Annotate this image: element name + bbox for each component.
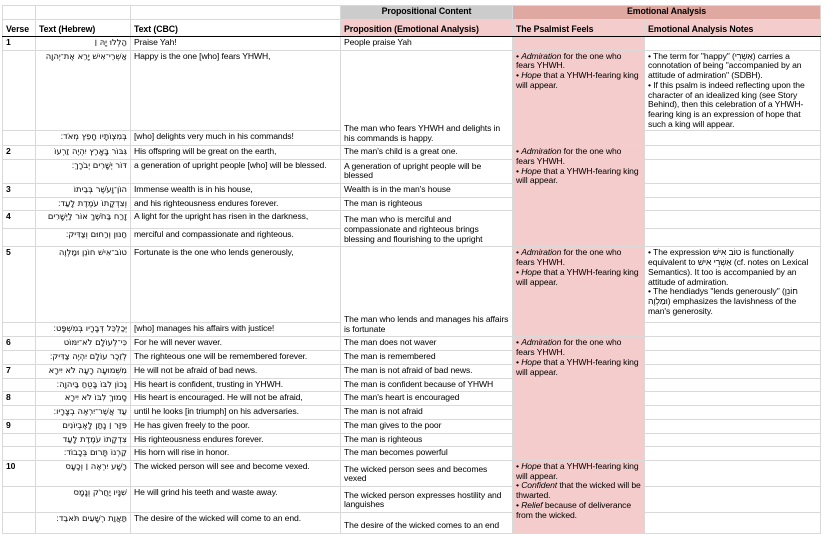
hebrew-text-cell: כִּי־לְעוֹלָם לֹא־יִמּוֹט — [36, 337, 131, 351]
table-row — [3, 50, 821, 131]
table-row — [3, 419, 821, 433]
cbc-text-cell: until he looks [in triumph] on his adversaries. — [131, 405, 341, 419]
verse-cell: 4 — [3, 211, 36, 229]
cbc-text-cell: His heart is encouraged. He will not be afraid, — [131, 392, 341, 406]
proposition-cell: The man is not afraid of bad news. — [341, 364, 513, 378]
analysis-notes-cell: • The term for "happy" (אַשְׁרֵי) carries a connotation of being "accompanied by an attitude of admiration" (SDBH). • If this psalm is indeed reflecting upon the character of an idealized king (see Story Behind), then this celebration of a YHWH-fearing king is an expression of hope that such a king will appear. — [645, 50, 821, 131]
verse-cell — [3, 405, 36, 419]
analysis-notes-cell — [645, 323, 821, 337]
verse-cell — [3, 229, 36, 247]
table-row — [3, 433, 821, 447]
table-row — [3, 211, 821, 229]
table-row — [3, 146, 821, 160]
group-header-row — [3, 6, 821, 20]
proposition-cell: The man gives to the poor — [341, 419, 513, 433]
verse-cell: 8 — [3, 392, 36, 406]
verse-cell — [3, 351, 36, 365]
proposition-cell: A generation of upright people will be blessed — [341, 160, 513, 184]
analysis-notes-cell: • The expression טוֹב אִישׁ is functionally equivalent to אַשְׁרֵי אִישׁ (cf. notes on Lexical Semantics). It too is accompanied by an attitude of admiration. • The hendiadys "lends generously" (חוֹנֵן וּמַלְוֶה) emphasizes the lavishness of the man's generosity. — [645, 247, 821, 323]
hebrew-text-cell: טוֹב־אִישׁ חוֹנֵן וּמַלְוֶה — [36, 247, 131, 323]
verse-cell — [3, 50, 36, 131]
psalmist-feels-cell: • Hope that a YHWH-fearing king will appear. • Confident that the wicked will be thwarted. • Relief because of deliverance from the wicked. — [513, 461, 645, 534]
proposition-cell: The man who is merciful and compassionate and righteous brings blessing and flourishing to the upright — [341, 211, 513, 247]
hebrew-text-cell: וְצִדְקָתוֹ עֹמֶדֶת לָעַד׃ — [36, 197, 131, 211]
table-row — [3, 364, 821, 378]
hebrew-text-cell: הַלְלוּ יָהּ ׀ — [36, 37, 131, 51]
verse-cell: 9 — [3, 419, 36, 433]
table-row — [3, 160, 821, 184]
column-header-row — [3, 20, 821, 37]
analysis-notes-cell — [645, 378, 821, 392]
table-row — [3, 392, 821, 406]
analysis-notes-cell — [645, 513, 821, 534]
table-row — [3, 378, 821, 392]
proposition-cell: Wealth is in the man's house — [341, 184, 513, 198]
cbc-text-cell: and his righteousness endures forever. — [131, 197, 341, 211]
verse-cell: 7 — [3, 364, 36, 378]
hebrew-text-cell: לְזֵכֶר עוֹלָם יִהְיֶה צַדִּיק׃ — [36, 351, 131, 365]
analysis-notes-cell — [645, 37, 821, 51]
cbc-text-cell: He will not be afraid of bad news. — [131, 364, 341, 378]
verse-cell — [3, 131, 36, 146]
cbc-text-cell: Fortunate is the one who lends generously, — [131, 247, 341, 323]
cbc-text-cell: merciful and compassionate and righteous. — [131, 229, 341, 247]
hebrew-text-cell: שִׁנָּיו יַחֲרֹק וְנָמָס — [36, 487, 131, 513]
analysis-notes-cell — [645, 131, 821, 146]
analysis-notes-cell — [645, 146, 821, 160]
hebrew-text-cell: סָמוּךְ לִבּוֹ לֹא יִירָא — [36, 392, 131, 406]
proposition-cell: The man is remembered — [341, 351, 513, 365]
cbc-text-cell: Immense wealth is in his house, — [131, 184, 341, 198]
hebrew-text-cell: בְּמִצְוֺתָיו חָפֵץ מְאֹד׃ — [36, 131, 131, 146]
table-row — [3, 184, 821, 198]
proposition-cell: The man becomes powerful — [341, 447, 513, 461]
verse-cell: 5 — [3, 247, 36, 323]
column-header-analysis-notes: Emotional Analysis Notes — [645, 20, 821, 37]
cbc-text-cell: a generation of upright people [who] will be blessed. — [131, 160, 341, 184]
table-row — [3, 513, 821, 534]
analysis-notes-cell — [645, 364, 821, 378]
hebrew-text-cell: רָשָׁע יִרְאֶה ׀ וְכָעָס — [36, 461, 131, 487]
verse-cell: 6 — [3, 337, 36, 351]
analysis-notes-cell — [645, 337, 821, 351]
proposition-cell: The man is not afraid — [341, 405, 513, 419]
group-header-propositional-content: Propositional Content — [341, 6, 513, 20]
cbc-text-cell: Happy is the one [who] fears YHWH, — [131, 50, 341, 131]
verse-cell — [3, 378, 36, 392]
cbc-text-cell: [who] manages his affairs with justice! — [131, 323, 341, 337]
column-header-text-cbc: Text (CBC) — [131, 20, 341, 37]
cbc-text-cell: His offspring will be great on the earth, — [131, 146, 341, 160]
hebrew-text-cell: גִּבּוֹר בָּאָרֶץ יִהְיֶה זַרְעוֹ — [36, 146, 131, 160]
group-header-blank-cbc — [131, 6, 341, 20]
verse-cell: 1 — [3, 37, 36, 51]
proposition-cell: The desire of the wicked comes to an end — [341, 513, 513, 534]
hebrew-text-cell: עַד אֲשֶׁר־יִרְאֶה בְצָרָיו׃ — [36, 405, 131, 419]
analysis-notes-cell — [645, 419, 821, 433]
psalmist-feels-cell: • Admiration for the one who fears YHWH. • Hope that a YHWH-fearing king will appear. — [513, 337, 645, 461]
table-row — [3, 351, 821, 365]
proposition-cell: The wicked person sees and becomes vexed — [341, 461, 513, 487]
table-row — [3, 447, 821, 461]
proposition-cell: The wicked person expresses hostility and languishes — [341, 487, 513, 513]
hebrew-text-cell: דּוֹר יְשָׁרִים יְבֹרָךְ׃ — [36, 160, 131, 184]
verse-cell: 3 — [3, 184, 36, 198]
hebrew-text-cell: מִשְּׁמוּעָה רָעָה לֹא יִירָא — [36, 364, 131, 378]
analysis-notes-cell — [645, 211, 821, 229]
proposition-cell: People praise Yah — [341, 37, 513, 51]
analysis-notes-cell — [645, 229, 821, 247]
verse-cell — [3, 487, 36, 513]
proposition-cell: The man who fears YHWH and delights in his commands is happy. — [341, 50, 513, 146]
verse-cell: 10 — [3, 461, 36, 487]
verse-cell — [3, 513, 36, 534]
table-row — [3, 247, 821, 323]
table-row — [3, 461, 821, 487]
psalmist-feels-cell: • Admiration for the one who fears YHWH. • Hope that a YHWH-fearing king will appear. — [513, 247, 645, 337]
hebrew-text-cell: הוֹן־וָעֹשֶׁר בְּבֵיתוֹ — [36, 184, 131, 198]
group-header-emotional-analysis: Emotional Analysis — [513, 6, 821, 20]
hebrew-text-cell: חַנּוּן וְרַחוּם וְצַדִּיק׃ — [36, 229, 131, 247]
analysis-notes-cell — [645, 184, 821, 198]
table-row — [3, 337, 821, 351]
analysis-notes-cell — [645, 461, 821, 487]
analysis-notes-cell — [645, 447, 821, 461]
psalmist-feels-cell: • Admiration for the one who fears YHWH. • Hope that a YHWH-fearing king will appear. — [513, 50, 645, 146]
table-row — [3, 405, 821, 419]
analysis-notes-cell — [645, 433, 821, 447]
verse-cell: 2 — [3, 146, 36, 160]
proposition-cell: The man who lends and manages his affairs is fortunate — [341, 247, 513, 337]
column-header-verse: Verse — [3, 20, 36, 37]
cbc-text-cell: [who] delights very much in his commands! — [131, 131, 341, 146]
hebrew-text-cell: אַשְׁרֵי־אִישׁ יָרֵא אֶת־יְהוָה — [36, 50, 131, 131]
group-header-blank-hebrew — [36, 6, 131, 20]
table-row — [3, 37, 821, 51]
table-row — [3, 197, 821, 211]
analysis-notes-cell — [645, 351, 821, 365]
cbc-text-cell: Praise Yah! — [131, 37, 341, 51]
psalmist-feels-cell — [513, 37, 645, 51]
table-body — [3, 37, 821, 534]
cbc-text-cell: His righteousness endures forever. — [131, 433, 341, 447]
verse-cell — [3, 160, 36, 184]
analysis-notes-cell — [645, 487, 821, 513]
analysis-notes-cell — [645, 160, 821, 184]
cbc-text-cell: His heart is confident, trusting in YHWH. — [131, 378, 341, 392]
verse-cell — [3, 447, 36, 461]
group-header-blank-verse — [3, 6, 36, 20]
hebrew-text-cell: קַרְנוֹ תָּרוּם בְּכָבוֹד׃ — [36, 447, 131, 461]
analysis-notes-cell — [645, 197, 821, 211]
hebrew-text-cell: תַּאֲוַת רְשָׁעִים תֹּאבֵד׃ — [36, 513, 131, 534]
verse-cell — [3, 433, 36, 447]
hebrew-text-cell: זָרַח בַּחֹשֶׁךְ אוֹר לַיְשָׁרִים — [36, 211, 131, 229]
proposition-cell: The man's child is a great one. — [341, 146, 513, 160]
proposition-cell: The man's heart is encouraged — [341, 392, 513, 406]
proposition-cell: The man does not waver — [341, 337, 513, 351]
cbc-text-cell: He will grind his teeth and waste away. — [131, 487, 341, 513]
cbc-text-cell: His horn will rise in honor. — [131, 447, 341, 461]
psalmist-feels-cell: • Admiration for the one who fears YHWH. • Hope that a YHWH-fearing king will appear. — [513, 146, 645, 247]
table-row — [3, 487, 821, 513]
hebrew-text-cell: יְכַלְכֵּל דְּבָרָיו בְּמִשְׁפָּט׃ — [36, 323, 131, 337]
cbc-text-cell: A light for the upright has risen in the darkness, — [131, 211, 341, 229]
cbc-text-cell: The wicked person will see and become vexed. — [131, 461, 341, 487]
proposition-cell: The man is confident because of YHWH — [341, 378, 513, 392]
analysis-notes-cell — [645, 405, 821, 419]
cbc-text-cell: The righteous one will be remembered forever. — [131, 351, 341, 365]
hebrew-text-cell: פִּזַּר ׀ נָתַן לָאֶבְיוֹנִים — [36, 419, 131, 433]
verse-cell — [3, 197, 36, 211]
cbc-text-cell: For he will never waver. — [131, 337, 341, 351]
column-header-psalmist-feels: The Psalmist Feels — [513, 20, 645, 37]
hebrew-text-cell: צִדְקָתוֹ עֹמֶדֶת לָעַד — [36, 433, 131, 447]
column-header-proposition: Proposition (Emotional Analysis) — [341, 20, 513, 37]
proposition-cell: The man is righteous — [341, 197, 513, 211]
cbc-text-cell: He has given freely to the poor. — [131, 419, 341, 433]
verse-cell — [3, 323, 36, 337]
hebrew-text-cell: נָכוֹן לִבּוֹ בָּטֻחַ בַּיהוָה׃ — [36, 378, 131, 392]
cbc-text-cell: The desire of the wicked will come to an end. — [131, 513, 341, 534]
column-header-text-hebrew: Text (Hebrew) — [36, 20, 131, 37]
psalm-analysis-table — [2, 5, 821, 534]
proposition-cell: The man is righteous — [341, 433, 513, 447]
analysis-notes-cell — [645, 392, 821, 406]
